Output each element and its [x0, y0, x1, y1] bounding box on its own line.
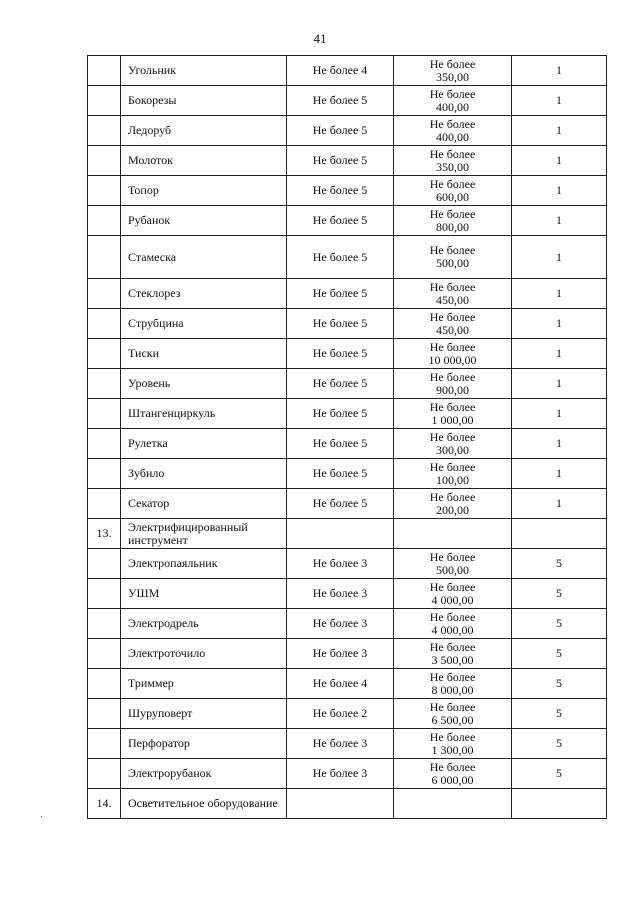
price-cell	[394, 86, 512, 116]
table-row	[88, 146, 607, 176]
quantity-cell: Не более 3	[287, 549, 394, 579]
price-label: Не более	[429, 609, 476, 624]
price-value: 600,00	[436, 189, 469, 204]
quantity-cell: Не более 4	[287, 56, 394, 86]
price-value: 500,00	[436, 256, 469, 270]
price-cell	[394, 519, 512, 549]
price-value: 6 500,00	[431, 712, 474, 727]
service-life-cell: 1	[512, 459, 607, 489]
quantity-cell: Не более 5	[287, 86, 394, 116]
row-number-cell	[88, 236, 121, 279]
item-name-cell: Уровень	[121, 369, 287, 399]
item-name-cell: Электродрель	[121, 609, 287, 639]
item-name-cell: Электрорубанок	[121, 759, 287, 789]
price-label: Не более	[429, 399, 476, 414]
price-value: 1 000,00	[431, 412, 474, 427]
row-number-cell	[88, 579, 121, 609]
price-value: 350,00	[436, 159, 469, 174]
price-label: Не более	[429, 243, 476, 257]
price-cell	[394, 789, 512, 819]
service-life-cell: 1	[512, 176, 607, 206]
row-number-cell	[88, 459, 121, 489]
price-label: Не более	[429, 429, 476, 444]
quantity-cell: Не более 5	[287, 339, 394, 369]
item-name-cell: Струбцина	[121, 309, 287, 339]
service-life-cell: 5	[512, 609, 607, 639]
row-number-cell: 13.	[88, 519, 121, 549]
price-label: Не более	[429, 369, 476, 384]
quantity-cell: Не более 5	[287, 459, 394, 489]
item-name-cell: Триммер	[121, 669, 287, 699]
service-life-cell: 5	[512, 549, 607, 579]
price-value: 4 000,00	[431, 592, 474, 607]
table-row	[88, 519, 607, 549]
price-value: 400,00	[436, 99, 469, 114]
price-value: 8 000,00	[431, 682, 474, 697]
equipment-table	[87, 55, 607, 819]
price-label: Не более	[429, 309, 476, 324]
service-life-cell: 5	[512, 669, 607, 699]
price-label: Не более	[429, 146, 476, 161]
item-name-cell: Электрифицированный инструмент	[121, 519, 287, 549]
table-row	[88, 639, 607, 669]
table-row	[88, 789, 607, 819]
quantity-cell: Не более 5	[287, 279, 394, 309]
row-number-cell	[88, 116, 121, 146]
price-cell	[394, 729, 512, 759]
table-row	[88, 729, 607, 759]
item-name-cell: Топор	[121, 176, 287, 206]
price-label: Не более	[429, 639, 476, 654]
quantity-cell: Не более 5	[287, 399, 394, 429]
row-number-cell	[88, 369, 121, 399]
quantity-cell	[287, 789, 394, 819]
row-number-cell	[88, 279, 121, 309]
table-row	[88, 429, 607, 459]
item-name-cell: Шуруповерт	[121, 699, 287, 729]
price-label: Не более	[429, 729, 476, 744]
table-row	[88, 669, 607, 699]
price-value: 6 000,00	[431, 772, 474, 787]
price-cell	[394, 176, 512, 206]
price-value: 3 500,00	[431, 652, 474, 667]
item-name-cell: УШМ	[121, 579, 287, 609]
service-life-cell	[512, 789, 607, 819]
row-number-cell	[88, 609, 121, 639]
item-name-cell: Рубанок	[121, 206, 287, 236]
row-number-cell	[88, 309, 121, 339]
table-row	[88, 609, 607, 639]
service-life-cell: 5	[512, 699, 607, 729]
quantity-cell	[287, 519, 394, 549]
price-cell	[394, 699, 512, 729]
price-cell	[394, 459, 512, 489]
price-cell	[394, 339, 512, 369]
item-name-cell: Зубило	[121, 459, 287, 489]
quantity-cell: Не более 3	[287, 639, 394, 669]
row-number-cell	[88, 206, 121, 236]
price-cell	[394, 146, 512, 176]
row-number-cell	[88, 759, 121, 789]
item-name-cell: Секатор	[121, 489, 287, 519]
quantity-cell: Не более 3	[287, 609, 394, 639]
price-label: Не более	[429, 279, 476, 294]
item-name-cell: Перфоратор	[121, 729, 287, 759]
table-row	[88, 176, 607, 206]
service-life-cell	[512, 519, 607, 549]
quantity-cell: Не более 5	[287, 206, 394, 236]
service-life-cell: 1	[512, 279, 607, 309]
price-value: 800,00	[436, 219, 469, 234]
service-life-cell: 1	[512, 206, 607, 236]
price-value: 10 000,00	[428, 352, 477, 367]
row-number-cell	[88, 489, 121, 519]
item-name-cell: Ледоруб	[121, 116, 287, 146]
price-cell	[394, 489, 512, 519]
item-name-cell: Тиски	[121, 339, 287, 369]
price-label: Не более	[429, 759, 476, 774]
price-value: 900,00	[436, 382, 469, 397]
item-name-cell: Угольник	[121, 56, 287, 86]
item-name-cell: Рулетка	[121, 429, 287, 459]
service-life-cell: 1	[512, 86, 607, 116]
service-life-cell: 1	[512, 236, 607, 279]
table-row	[88, 339, 607, 369]
quantity-cell: Не более 2	[287, 699, 394, 729]
quantity-cell: Не более 5	[287, 176, 394, 206]
row-number-cell: 14.	[88, 789, 121, 819]
price-label: Не более	[429, 56, 476, 71]
price-cell	[394, 279, 512, 309]
service-life-cell: 1	[512, 146, 607, 176]
price-cell	[394, 759, 512, 789]
price-label: Не более	[429, 579, 476, 594]
service-life-cell: 1	[512, 339, 607, 369]
item-name-cell: Электроточило	[121, 639, 287, 669]
row-number-cell	[88, 339, 121, 369]
page-number: 41	[313, 31, 327, 46]
row-number-cell	[88, 86, 121, 116]
item-name-cell: Бокорезы	[121, 86, 287, 116]
quantity-cell: Не более 4	[287, 669, 394, 699]
table-row	[88, 309, 607, 339]
price-value: 300,00	[436, 442, 469, 457]
item-name-cell: Электропаяльник	[121, 549, 287, 579]
table-row	[88, 86, 607, 116]
price-label: Не более	[429, 669, 476, 684]
row-number-cell	[88, 176, 121, 206]
row-number-cell	[88, 639, 121, 669]
price-cell	[394, 639, 512, 669]
price-cell	[394, 579, 512, 609]
service-life-cell: 1	[512, 309, 607, 339]
row-number-cell	[88, 429, 121, 459]
table-row	[88, 459, 607, 489]
row-number-cell	[88, 399, 121, 429]
price-value: 4 000,00	[431, 622, 474, 637]
quantity-cell: Не более 3	[287, 729, 394, 759]
table-row	[88, 116, 607, 146]
table-row	[88, 549, 607, 579]
price-label: Не более	[429, 489, 476, 504]
price-value: 200,00	[436, 502, 469, 517]
price-cell	[394, 669, 512, 699]
price-cell	[394, 369, 512, 399]
table-row	[88, 759, 607, 789]
price-label: Не более	[429, 699, 476, 714]
quantity-cell: Не более 3	[287, 579, 394, 609]
table-row	[88, 489, 607, 519]
service-life-cell: 5	[512, 759, 607, 789]
row-number-cell	[88, 729, 121, 759]
table-body	[88, 56, 607, 819]
price-cell	[394, 236, 512, 279]
service-life-cell: 1	[512, 489, 607, 519]
row-number-cell	[88, 669, 121, 699]
item-name-cell: Молоток	[121, 146, 287, 176]
service-life-cell: 5	[512, 729, 607, 759]
table-row	[88, 699, 607, 729]
quantity-cell: Не более 5	[287, 489, 394, 519]
row-number-cell	[88, 56, 121, 86]
quantity-cell: Не более 5	[287, 116, 394, 146]
price-label: Не более	[429, 339, 476, 354]
price-label: Не более	[429, 549, 476, 564]
quantity-cell: Не более 5	[287, 429, 394, 459]
price-value: 450,00	[436, 292, 469, 307]
price-cell	[394, 309, 512, 339]
item-name-cell: Осветительное оборудование	[121, 789, 287, 819]
price-value: 1 300,00	[431, 742, 474, 757]
price-value: 350,00	[436, 69, 469, 84]
service-life-cell: 1	[512, 429, 607, 459]
row-number-cell	[88, 549, 121, 579]
table-row	[88, 279, 607, 309]
service-life-cell: 5	[512, 579, 607, 609]
price-label: Не более	[429, 116, 476, 131]
price-label: Не более	[429, 459, 476, 474]
price-cell	[394, 609, 512, 639]
price-cell	[394, 116, 512, 146]
table-row	[88, 236, 607, 279]
item-name-cell: Стамеска	[121, 236, 287, 279]
quantity-cell: Не более 5	[287, 369, 394, 399]
service-life-cell: 1	[512, 369, 607, 399]
table-row	[88, 369, 607, 399]
price-value: 100,00	[436, 472, 469, 487]
quantity-cell: Не более 5	[287, 146, 394, 176]
quantity-cell: Не более 5	[287, 309, 394, 339]
service-life-cell: 1	[512, 399, 607, 429]
quantity-cell: Не более 5	[287, 236, 394, 279]
price-value: 400,00	[436, 129, 469, 144]
table-row	[88, 206, 607, 236]
quantity-cell: Не более 3	[287, 759, 394, 789]
service-life-cell: 5	[512, 639, 607, 669]
row-number-cell	[88, 146, 121, 176]
price-value: 500,00	[436, 562, 469, 577]
table-row	[88, 56, 607, 86]
price-label: Не более	[429, 86, 476, 101]
item-name-cell: Стеклорез	[121, 279, 287, 309]
row-number-cell	[88, 699, 121, 729]
price-cell	[394, 399, 512, 429]
price-label: Не более	[429, 206, 476, 221]
table-row	[88, 399, 607, 429]
item-name-cell: Штангенциркуль	[121, 399, 287, 429]
scan-speck	[41, 816, 42, 817]
price-cell	[394, 549, 512, 579]
table-row	[88, 579, 607, 609]
price-value: 450,00	[436, 322, 469, 337]
price-label: Не более	[429, 176, 476, 191]
price-cell	[394, 429, 512, 459]
service-life-cell: 1	[512, 56, 607, 86]
service-life-cell: 1	[512, 116, 607, 146]
price-cell	[394, 206, 512, 236]
price-cell	[394, 56, 512, 86]
